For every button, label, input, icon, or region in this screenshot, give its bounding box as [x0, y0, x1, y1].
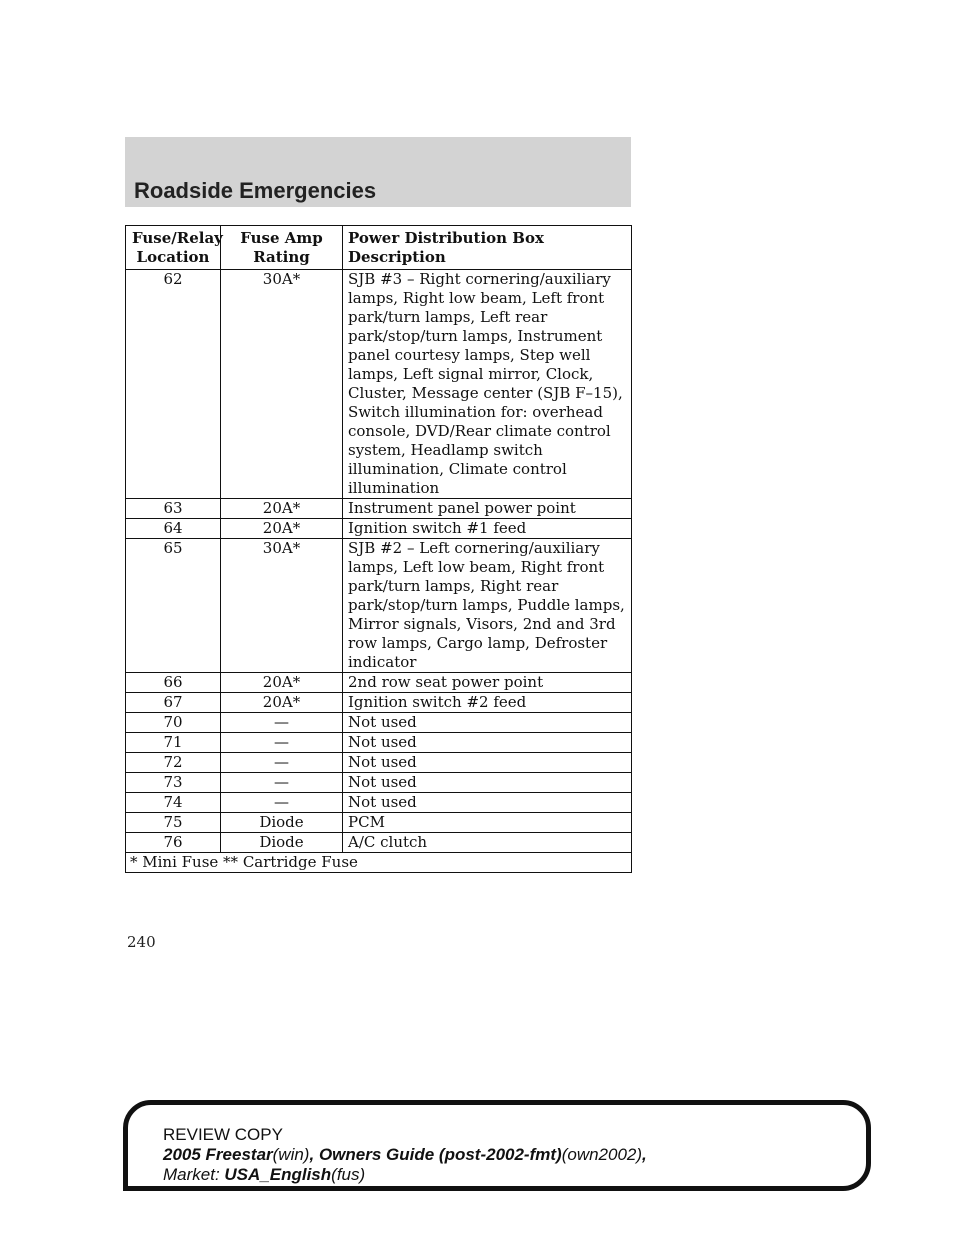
review-separator-2: , [642, 1145, 647, 1164]
table-row [126, 833, 632, 853]
table-row [126, 713, 632, 733]
fuse-description-cell: PCM [343, 813, 632, 833]
table-row [126, 753, 632, 773]
column-header-rating [221, 226, 343, 270]
column-header-location [126, 226, 221, 270]
table-row [126, 693, 632, 713]
fuse-rating-cell: 20A* [221, 499, 343, 519]
fuse-description-cell: A/C clutch [343, 833, 632, 853]
fuse-location-cell: 74 [126, 793, 221, 813]
table-footnote-row [126, 853, 632, 873]
review-copy-text [163, 1125, 647, 1185]
fuse-description-cell: Not used [343, 753, 632, 773]
table-row [126, 270, 632, 499]
fuse-description-cell: Not used [343, 733, 632, 753]
fuse-location-cell: 67 [126, 693, 221, 713]
fuse-rating-cell: Diode [221, 813, 343, 833]
page-number: 240 [127, 933, 156, 951]
review-copy-label: REVIEW COPY [163, 1125, 283, 1144]
fuse-rating-cell: 30A* [221, 270, 343, 499]
fuse-location-cell: 63 [126, 499, 221, 519]
fuse-rating-cell: 30A* [221, 539, 343, 673]
fuse-rating-cell: 20A* [221, 693, 343, 713]
fuse-location-cell: 75 [126, 813, 221, 833]
fuse-rating-cell: — [221, 733, 343, 753]
column-header-location-line2: Location [136, 248, 210, 266]
table-body [126, 270, 632, 853]
fuse-rating-cell: — [221, 773, 343, 793]
fuse-rating-cell: — [221, 753, 343, 773]
review-model: 2005 Freestar [163, 1145, 273, 1164]
fuse-location-cell: 65 [126, 539, 221, 673]
table-header-row [126, 226, 632, 270]
fuse-description-cell: Ignition switch #2 feed [343, 693, 632, 713]
fuse-description-cell: Ignition switch #1 feed [343, 519, 632, 539]
fuse-description-cell: Not used [343, 773, 632, 793]
fuse-location-cell: 73 [126, 773, 221, 793]
fuse-description-cell: SJB #2 – Left cornering/auxiliary lamps, Left low beam, Right front park/turn lamps, Right rear park/stop/turn lamps, Puddle lamps, Mirror signals, Visors, 2nd and 3rd row lamps, Cargo lamp, Defroster indicator [343, 539, 632, 673]
fuse-table [125, 225, 632, 873]
review-model-code: (win) [272, 1145, 310, 1164]
review-market-code: (fus) [331, 1165, 366, 1184]
fuse-location-cell: 72 [126, 753, 221, 773]
review-separator-1: , [309, 1145, 319, 1164]
review-guide-code: (own2002) [561, 1145, 643, 1164]
review-market: USA_English [224, 1165, 332, 1184]
table-row [126, 793, 632, 813]
fuse-location-cell: 76 [126, 833, 221, 853]
column-header-location-line1: Fuse/Relay [132, 229, 223, 247]
table-row [126, 733, 632, 753]
section-title: Roadside Emergencies [134, 178, 377, 203]
fuse-description-cell: Instrument panel power point [343, 499, 632, 519]
table-row [126, 499, 632, 519]
table-row [126, 519, 632, 539]
fuse-description-cell: Not used [343, 713, 632, 733]
fuse-location-cell: 64 [126, 519, 221, 539]
table-row [126, 673, 632, 693]
table-row [126, 539, 632, 673]
fuse-location-cell: 70 [126, 713, 221, 733]
fuse-description-cell: 2nd row seat power point [343, 673, 632, 693]
fuse-rating-cell: 20A* [221, 673, 343, 693]
column-header-description: Power Distribution Box Description [343, 226, 632, 270]
fuse-description-cell: SJB #3 – Right cornering/auxiliary lamps, Right low beam, Left front park/turn lamps, Left rear park/stop/turn lamps, Instrument panel courtesy lamps, Step well lamps, Left signal mirror, Clock, Cluster, Message center (SJB F–15), Switch illumination for: overhead console, DVD/Rear climate control system, Headlamp switch illumination, Climate control illumination [343, 270, 632, 499]
column-header-rating-line1: Fuse Amp [240, 229, 323, 247]
fuse-rating-cell: 20A* [221, 519, 343, 539]
fuse-rating-cell: Diode [221, 833, 343, 853]
table-row [126, 813, 632, 833]
fuse-description-cell: Not used [343, 793, 632, 813]
table-footnote: * Mini Fuse ** Cartridge Fuse [126, 853, 632, 873]
fuse-location-cell: 66 [126, 673, 221, 693]
review-guide: Owners Guide (post-2002-fmt) [318, 1145, 562, 1164]
review-copy-market-line [163, 1165, 647, 1185]
fuse-location-cell: 71 [126, 733, 221, 753]
table-row [126, 773, 632, 793]
fuse-rating-cell: — [221, 793, 343, 813]
fuse-rating-cell: — [221, 713, 343, 733]
column-header-rating-line2: Rating [253, 248, 310, 266]
review-market-label: Market: [163, 1165, 225, 1184]
fuse-location-cell: 62 [126, 270, 221, 499]
review-copy-model-line [163, 1145, 647, 1165]
